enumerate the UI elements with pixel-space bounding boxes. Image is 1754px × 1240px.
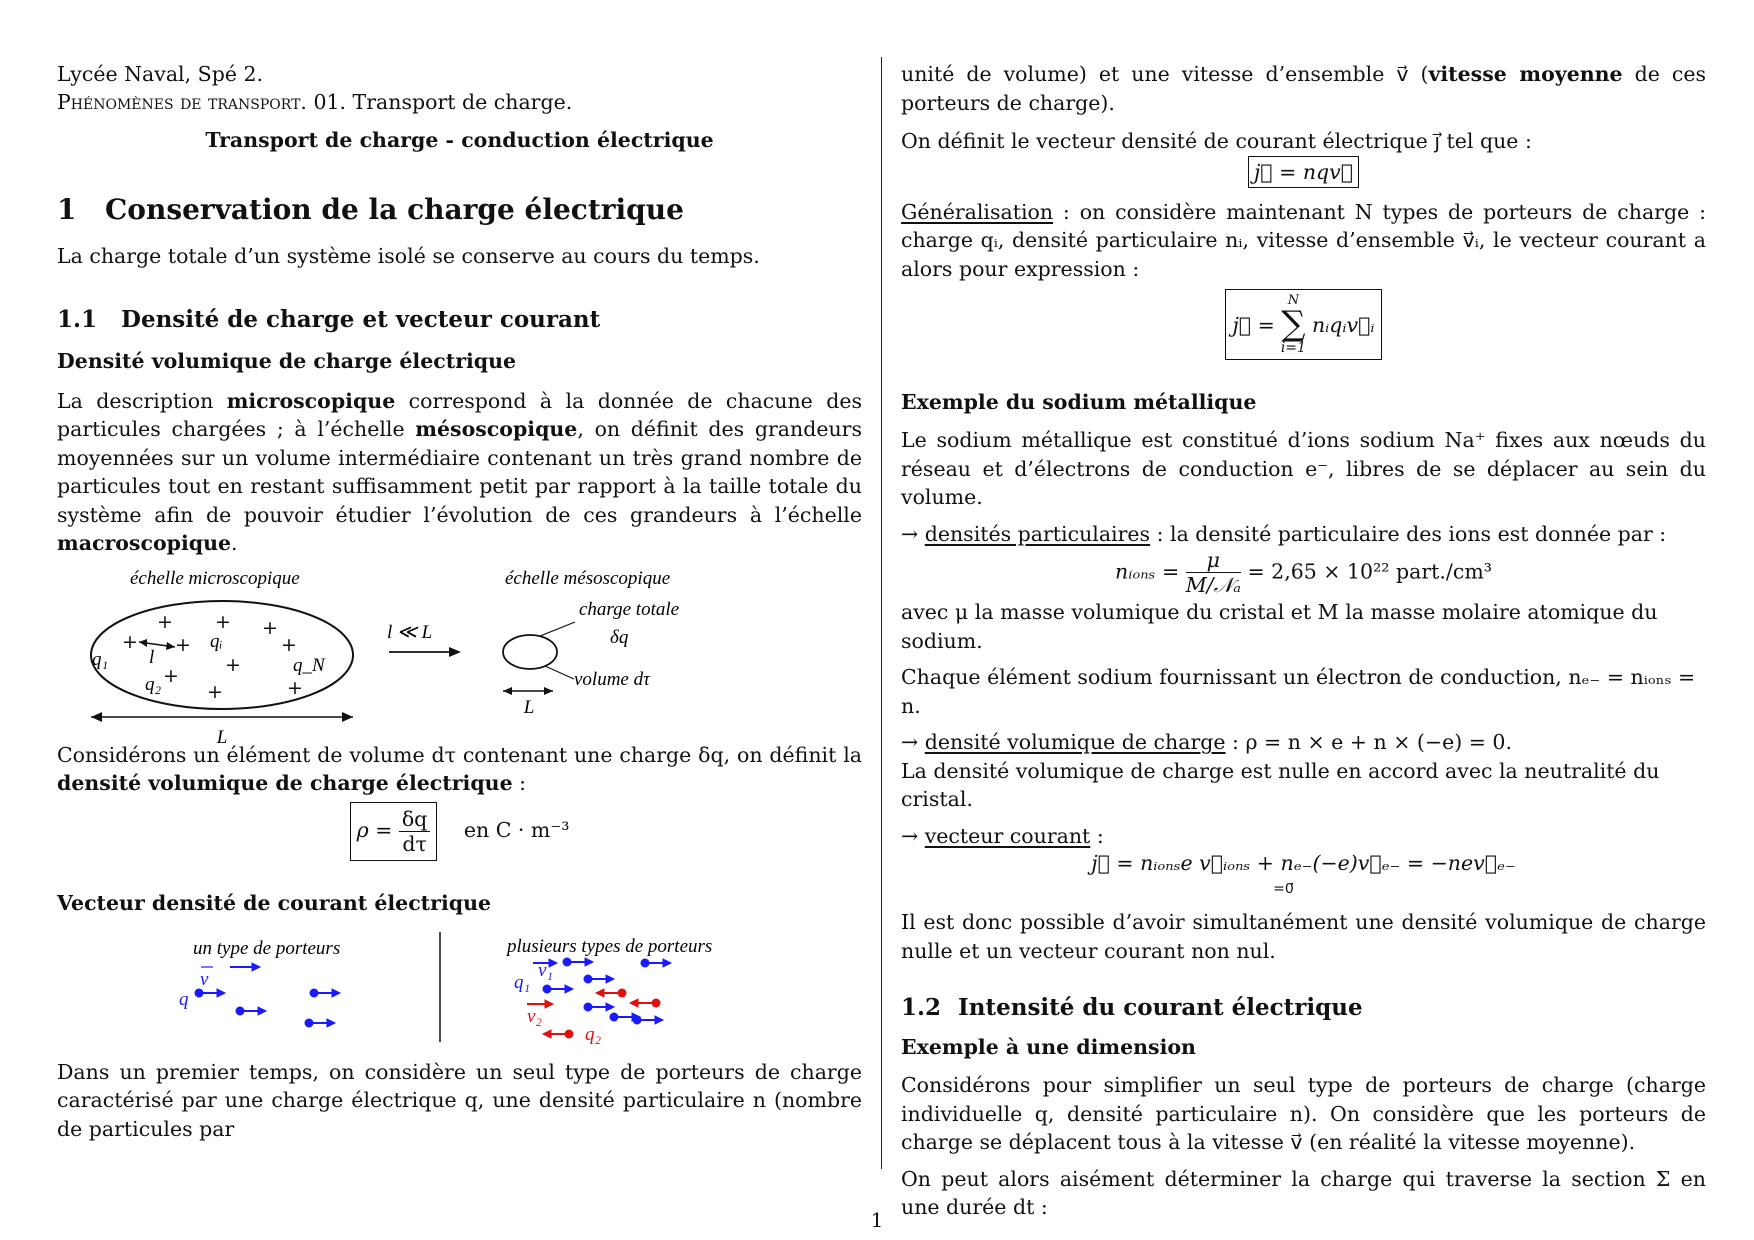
section-1-heading: 1 Conservation de la charge électrique — [57, 193, 684, 226]
v-arrowhead — [252, 963, 260, 971]
paragraph-define-j: On définit le vecteur densité de courant électrique j⃗ tel que : — [901, 129, 1532, 153]
l-arrowhead — [139, 639, 147, 647]
L-arrowhead — [91, 712, 102, 722]
paragraph-micro-meso: La description microscopique correspond à la donnée de chacune des particules chargées ; à l’échelle mésoscopique, on définit des grandeurs moyennées sur un volume intermédiaire contenant un très grand nombre de particules tout en restant suffisamment petit par rapport à la taille totale du système afin de pouvoir étudier l’évolution de ces grandeurs à l’échelle macroscopique. — [57, 388, 863, 555]
scale-arrowhead — [449, 647, 461, 657]
v2-arrowhead — [545, 1000, 553, 1008]
label-l-ll-L: l ≪ L — [387, 621, 433, 643]
pointer-line — [545, 666, 574, 679]
red-carrier — [630, 999, 660, 1007]
label-meso: échelle mésoscopique — [505, 567, 671, 589]
plus-sign: + — [215, 610, 231, 633]
paragraph-neutralite: La densité volumique de charge est nulle en accord avec la neutralité du cristal. — [901, 758, 1660, 811]
label-one-type: un type de porteurs — [193, 937, 341, 959]
sum-formula: j⃗ = N ∑ i=1 nᵢqᵢv⃗ᵢ — [901, 289, 1706, 360]
plus-sign: + — [287, 676, 303, 699]
blue-carrier — [584, 1003, 614, 1011]
blue-carrier — [195, 989, 225, 997]
paragraph-rho-zero: → densité volumique de charge : ρ = n × e + n × (−e) = 0. — [901, 730, 1512, 754]
paragraph-avec: avec μ la masse volumique du cristal et M la masse molaire atomique du sodium. — [901, 600, 1658, 653]
plus-sign: + — [262, 616, 278, 639]
L2-arrowhead — [503, 687, 512, 695]
blue-carrier — [310, 989, 340, 997]
page-number: 1 — [870, 1208, 884, 1232]
pointer-line — [540, 622, 575, 636]
n-ions-formula: nᵢₒₙₛ = $\frac{\mu}{\text{M/𝒩ₐ}}$ = 2,65 × 10²² part./cm³ — [1115, 548, 1492, 597]
plus-sign: + — [175, 633, 191, 656]
paragraph-single-carrier: Dans un premier temps, on considère un seul type de porteurs de charge caractérisé par une charge électrique q, une densité particulaire n (nombre de particules par — [57, 1059, 862, 1141]
label-v1: v₁ — [538, 959, 554, 981]
paragraph-une-dimension: Considérons pour simplifier un seul type de porteurs de charge (charge individuelle q, densité particulaire n). On considère que les porteurs de charge se déplacent tous à la vitesse v⃗ (en réalité la vitesse moyenne). — [901, 1073, 1706, 1154]
label-L: L — [216, 726, 228, 748]
paragraph-section-sigma: On peut alors aisément déterminer la charge qui traverse la section Σ en une durée dt : — [901, 1166, 1706, 1219]
courant-formula: j⃗ = nᵢₒₙₛe v⃗ᵢₒₙₛ + nₑ₋(−e)v⃗ₑ₋ = −nev⃗ₑ₋ =0⃗ — [1091, 851, 1516, 897]
meso-ellipse — [503, 635, 557, 669]
label-dq: δq — [610, 626, 629, 648]
label-q1: q₁ — [92, 648, 109, 670]
paragraph-generalisation: Généralisation : on considère maintenant N types de porteurs de charge : charge qᵢ, densité particulaire nᵢ, vitesse d’ensemble v⃗ᵢ, le vecteur courant a alors pour expression : — [901, 199, 1706, 281]
section-1-text: La charge totale d’un système isolé se conserve au cours du temps. — [57, 244, 760, 268]
label-v: v — [200, 968, 209, 990]
label-volume: volume dτ — [574, 668, 650, 690]
rho-formula: ρ = $\frac{\delta q}{d\tau}$ en C · m⁻³ — [57, 802, 862, 861]
red-carrier — [596, 989, 626, 997]
label-charge-totale: charge totale — [579, 598, 680, 620]
paragraph-densites: → densités particulaires : la densité particulaire des ions est donnée par : — [901, 521, 1667, 546]
label-L2: L — [523, 696, 535, 718]
L-arrowhead — [342, 712, 353, 722]
label-q: q — [179, 988, 189, 1010]
j-formula: j⃗ = nqv⃗ — [901, 156, 1706, 188]
plus-sign: + — [207, 680, 223, 703]
label-q2: q₂ — [145, 673, 162, 695]
paragraph-conclusion: Il est donc possible d’avoir simultanément une densité volumique de charge nulle et un vecteur courant non nul. — [901, 910, 1706, 963]
paragraph-rho-definition: Considérons un élément de volume dτ contenant une charge δq, on définit la densité volumique de charge électrique : — [57, 742, 862, 795]
blue-carrier — [236, 1007, 266, 1015]
label-micro: échelle microscopique — [130, 567, 300, 589]
label-q2: q₂ — [585, 1023, 602, 1045]
blue-carrier — [305, 1019, 335, 1027]
paragraph-vecteur-courant: → vecteur courant : — [901, 823, 1104, 848]
l-arrowhead — [166, 642, 175, 650]
paragraph-sodium: Le sodium métallique est constitué d’ions sodium Na⁺ fixes aux nœuds du réseau et d’électrons de conduction e⁻, libres de se déplacer au sein du volume. — [901, 428, 1706, 509]
header-school: Lycée Naval, Spé 2. — [57, 62, 264, 86]
subheading-sodium: Exemple du sodium métallique — [901, 390, 1257, 414]
rho-formula-box: ρ = $\frac{\delta q}{d\tau}$ — [350, 802, 438, 861]
subheading-une-dimension: Exemple à une dimension — [901, 1035, 1196, 1059]
red-carrier — [543, 1030, 573, 1038]
blue-carrier — [633, 1016, 663, 1024]
column-divider — [881, 57, 882, 1169]
plus-sign: + — [281, 633, 297, 656]
plus-sign: + — [225, 653, 241, 676]
label-many-types: plusieurs types de porteurs — [507, 935, 713, 957]
carriers-figure — [57, 923, 862, 1048]
plus-sign: + — [122, 630, 138, 653]
section-1-2-heading: 1.2 Intensité du courant électrique — [901, 994, 1363, 1021]
L2-arrowhead — [544, 687, 553, 695]
paragraph-continued: unité de volume) et une vitesse d’ensemble v⃗ (vitesse moyenne de ces porteurs de charge). — [901, 62, 1707, 115]
label-qi: qᵢ — [210, 630, 223, 652]
scale-figure — [57, 560, 862, 748]
blue-carrier — [641, 959, 671, 967]
blue-carrier — [584, 975, 614, 983]
label-q1: q₁ — [514, 971, 531, 993]
plus-sign: + — [157, 610, 173, 633]
label-qN: q_N — [293, 654, 325, 676]
paragraph-chaque: Chaque élément sodium fournissant un électron de conduction, nₑ₋ = nᵢₒₙₛ = n. — [901, 665, 1696, 718]
subheading-vecteur-densite: Vecteur densité de courant électrique — [57, 890, 492, 915]
label-v2: v₂ — [527, 1005, 543, 1027]
label-l: l — [149, 646, 155, 668]
section-1-1-heading: 1.1 Densité de charge et vecteur courant — [57, 305, 601, 333]
right-column — [901, 60, 1706, 1222]
header-course: Phénomènes de transport. 01. Transport de charge. — [57, 90, 573, 114]
blue-carrier — [563, 958, 593, 966]
left-column — [57, 60, 862, 1143]
document-title: Transport de charge - conduction électrique — [205, 128, 714, 152]
blue-carrier — [543, 985, 573, 993]
subheading-densite-volumique: Densité volumique de charge électrique — [57, 348, 517, 373]
plus-sign: + — [163, 664, 179, 687]
